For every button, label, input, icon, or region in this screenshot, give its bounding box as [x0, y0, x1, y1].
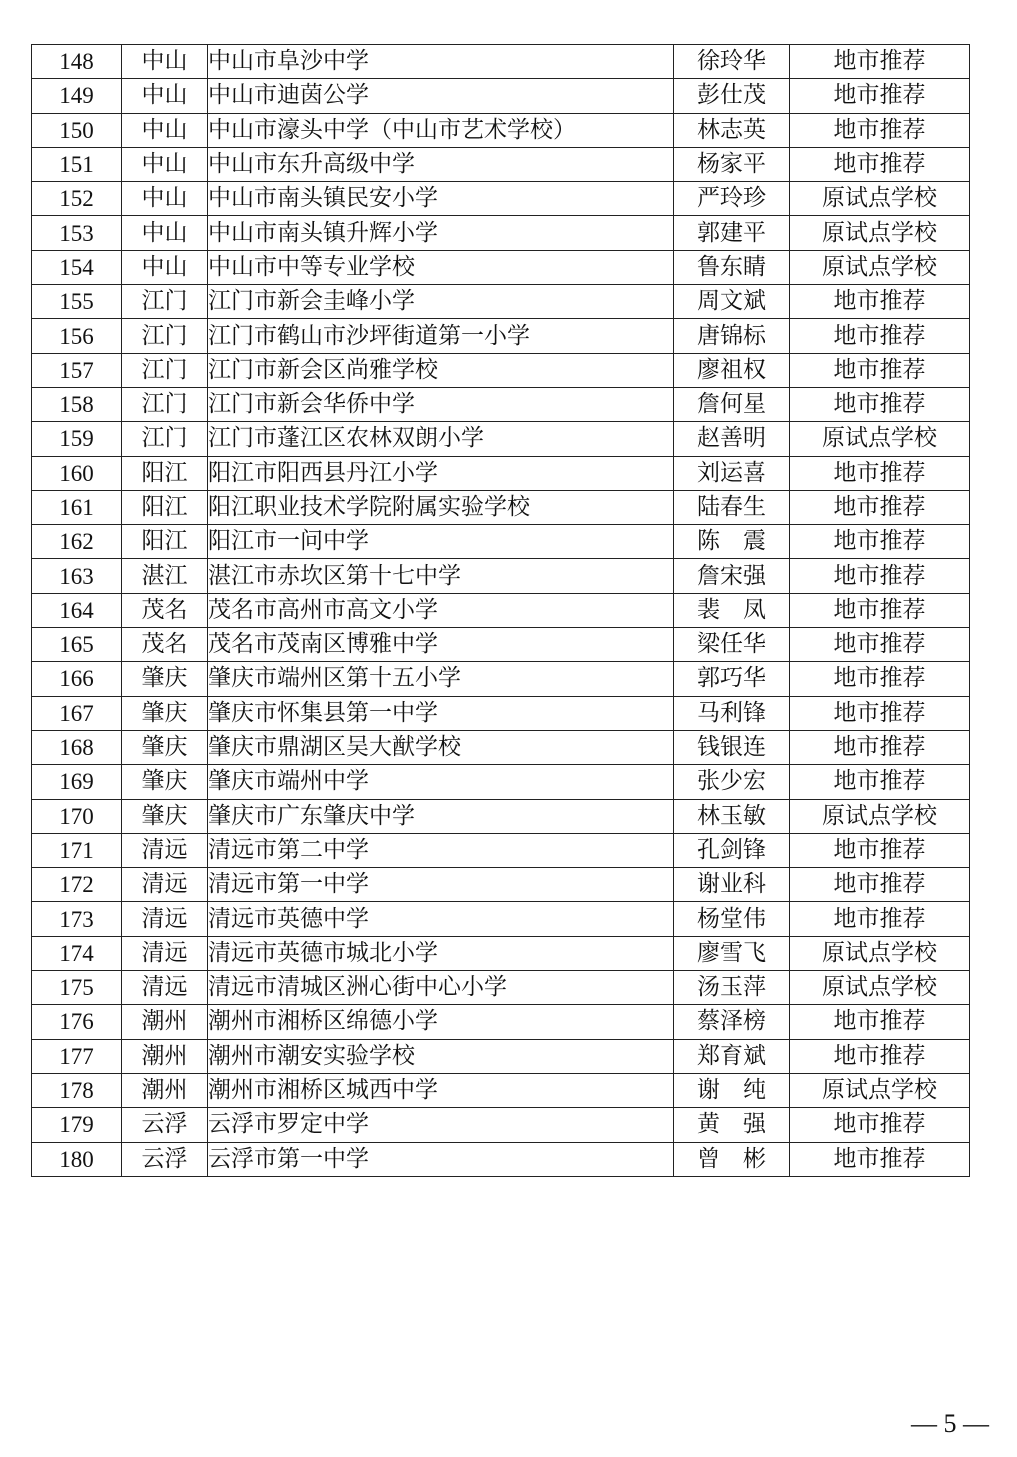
school-name-cell: 江门市新会区尚雅学校 [208, 353, 674, 387]
school-name-cell: 阳江职业技术学院附属实验学校 [208, 490, 674, 524]
person-name-cell: 彭仕茂 [674, 79, 790, 113]
table-row [32, 353, 970, 387]
category-cell: 原试点学校 [790, 216, 970, 250]
person-name-cell: 唐锦标 [674, 319, 790, 353]
city-cell: 肇庆 [122, 730, 208, 764]
city-cell: 中山 [122, 45, 208, 79]
school-name-cell: 茂名市高州市高文小学 [208, 593, 674, 627]
table-row [32, 730, 970, 764]
city-cell: 中山 [122, 113, 208, 147]
row-number-cell: 157 [32, 353, 122, 387]
category-cell: 地市推荐 [790, 285, 970, 319]
school-name-cell: 云浮市罗定中学 [208, 1108, 674, 1142]
person-name-cell: 马利锋 [674, 696, 790, 730]
category-cell: 地市推荐 [790, 833, 970, 867]
table-row [32, 45, 970, 79]
person-name-cell: 刘运喜 [674, 456, 790, 490]
row-number-cell: 178 [32, 1073, 122, 1107]
person-name-cell: 钱银连 [674, 730, 790, 764]
row-number-cell: 153 [32, 216, 122, 250]
table-row [32, 285, 970, 319]
city-cell: 肇庆 [122, 765, 208, 799]
school-name-cell: 清远市清城区洲心街中心小学 [208, 971, 674, 1005]
person-name-cell: 詹何星 [674, 387, 790, 421]
person-name-cell: 孔剑锋 [674, 833, 790, 867]
person-name-cell: 廖雪飞 [674, 936, 790, 970]
person-name-cell: 郭建平 [674, 216, 790, 250]
school-name-cell: 阳江市一问中学 [208, 525, 674, 559]
table-row [32, 559, 970, 593]
table-row [32, 868, 970, 902]
table-row [32, 456, 970, 490]
row-number-cell: 180 [32, 1142, 122, 1176]
city-cell: 清远 [122, 833, 208, 867]
table-row [32, 902, 970, 936]
school-name-cell: 中山市中等专业学校 [208, 250, 674, 284]
category-cell: 地市推荐 [790, 1108, 970, 1142]
category-cell: 原试点学校 [790, 422, 970, 456]
school-name-cell: 潮州市湘桥区绵德小学 [208, 1005, 674, 1039]
row-number-cell: 175 [32, 971, 122, 1005]
table-row [32, 1142, 970, 1176]
table-row [32, 662, 970, 696]
row-number-cell: 177 [32, 1039, 122, 1073]
city-cell: 肇庆 [122, 696, 208, 730]
table-row [32, 799, 970, 833]
row-number-cell: 151 [32, 147, 122, 181]
table-row [32, 147, 970, 181]
table-row [32, 833, 970, 867]
person-name-cell: 谢业科 [674, 868, 790, 902]
school-name-cell: 江门市鹤山市沙坪街道第一小学 [208, 319, 674, 353]
row-number-cell: 159 [32, 422, 122, 456]
school-name-cell: 中山市东升高级中学 [208, 147, 674, 181]
row-number-cell: 155 [32, 285, 122, 319]
table-row [32, 971, 970, 1005]
person-name-cell: 汤玉萍 [674, 971, 790, 1005]
person-name-cell: 林志英 [674, 113, 790, 147]
table-row [32, 250, 970, 284]
school-list-table [31, 44, 970, 1177]
person-name-cell: 鲁东睛 [674, 250, 790, 284]
table-row [32, 593, 970, 627]
person-name-cell: 廖祖权 [674, 353, 790, 387]
school-name-cell: 潮州市潮安实验学校 [208, 1039, 674, 1073]
table-row [32, 422, 970, 456]
row-number-cell: 166 [32, 662, 122, 696]
city-cell: 清远 [122, 902, 208, 936]
person-name-cell: 陈 震 [674, 525, 790, 559]
school-name-cell: 中山市南头镇民安小学 [208, 182, 674, 216]
city-cell: 肇庆 [122, 799, 208, 833]
category-cell: 地市推荐 [790, 902, 970, 936]
person-name-cell: 徐玲华 [674, 45, 790, 79]
row-number-cell: 173 [32, 902, 122, 936]
school-name-cell: 清远市英德中学 [208, 902, 674, 936]
row-number-cell: 160 [32, 456, 122, 490]
school-name-cell: 潮州市湘桥区城西中学 [208, 1073, 674, 1107]
row-number-cell: 152 [32, 182, 122, 216]
table-row [32, 387, 970, 421]
category-cell: 地市推荐 [790, 559, 970, 593]
row-number-cell: 148 [32, 45, 122, 79]
school-name-cell: 茂名市茂南区博雅中学 [208, 628, 674, 662]
row-number-cell: 163 [32, 559, 122, 593]
city-cell: 江门 [122, 422, 208, 456]
table-body [32, 45, 970, 1177]
city-cell: 清远 [122, 868, 208, 902]
category-cell: 地市推荐 [790, 147, 970, 181]
category-cell: 地市推荐 [790, 628, 970, 662]
school-name-cell: 江门市新会圭峰小学 [208, 285, 674, 319]
category-cell: 地市推荐 [790, 45, 970, 79]
category-cell: 地市推荐 [790, 593, 970, 627]
row-number-cell: 158 [32, 387, 122, 421]
category-cell: 地市推荐 [790, 1142, 970, 1176]
school-name-cell: 中山市迪茵公学 [208, 79, 674, 113]
person-name-cell: 严玲珍 [674, 182, 790, 216]
category-cell: 原试点学校 [790, 799, 970, 833]
row-number-cell: 162 [32, 525, 122, 559]
city-cell: 阳江 [122, 525, 208, 559]
category-cell: 地市推荐 [790, 456, 970, 490]
person-name-cell: 赵善明 [674, 422, 790, 456]
city-cell: 中山 [122, 182, 208, 216]
category-cell: 地市推荐 [790, 319, 970, 353]
school-name-cell: 清远市英德市城北小学 [208, 936, 674, 970]
table-row [32, 936, 970, 970]
person-name-cell: 郭巧华 [674, 662, 790, 696]
table-row [32, 1073, 970, 1107]
school-name-cell: 江门市新会华侨中学 [208, 387, 674, 421]
city-cell: 潮州 [122, 1039, 208, 1073]
city-cell: 中山 [122, 250, 208, 284]
person-name-cell: 张少宏 [674, 765, 790, 799]
school-name-cell: 肇庆市鼎湖区吴大猷学校 [208, 730, 674, 764]
school-name-cell: 云浮市第一中学 [208, 1142, 674, 1176]
category-cell: 原试点学校 [790, 1073, 970, 1107]
category-cell: 地市推荐 [790, 730, 970, 764]
city-cell: 江门 [122, 319, 208, 353]
row-number-cell: 170 [32, 799, 122, 833]
school-name-cell: 肇庆市怀集县第一中学 [208, 696, 674, 730]
page-number: — 5 — [911, 1409, 989, 1438]
table-row [32, 1039, 970, 1073]
city-cell: 江门 [122, 353, 208, 387]
row-number-cell: 167 [32, 696, 122, 730]
table-row [32, 216, 970, 250]
city-cell: 潮州 [122, 1073, 208, 1107]
category-cell: 地市推荐 [790, 490, 970, 524]
school-name-cell: 肇庆市广东肇庆中学 [208, 799, 674, 833]
table-row [32, 319, 970, 353]
person-name-cell: 詹宋强 [674, 559, 790, 593]
row-number-cell: 161 [32, 490, 122, 524]
row-number-cell: 174 [32, 936, 122, 970]
category-cell: 地市推荐 [790, 79, 970, 113]
table-row [32, 765, 970, 799]
person-name-cell: 陆春生 [674, 490, 790, 524]
school-name-cell: 中山市濠头中学（中山市艺术学校） [208, 113, 674, 147]
category-cell: 地市推荐 [790, 1039, 970, 1073]
city-cell: 清远 [122, 971, 208, 1005]
school-name-cell: 中山市阜沙中学 [208, 45, 674, 79]
category-cell: 原试点学校 [790, 250, 970, 284]
row-number-cell: 179 [32, 1108, 122, 1142]
person-name-cell: 谢 纯 [674, 1073, 790, 1107]
city-cell: 中山 [122, 79, 208, 113]
row-number-cell: 164 [32, 593, 122, 627]
category-cell: 原试点学校 [790, 971, 970, 1005]
city-cell: 阳江 [122, 490, 208, 524]
table-row [32, 113, 970, 147]
person-name-cell: 林玉敏 [674, 799, 790, 833]
row-number-cell: 154 [32, 250, 122, 284]
person-name-cell: 裴 凤 [674, 593, 790, 627]
table-row [32, 1108, 970, 1142]
city-cell: 茂名 [122, 628, 208, 662]
city-cell: 中山 [122, 147, 208, 181]
city-cell: 中山 [122, 216, 208, 250]
category-cell: 原试点学校 [790, 936, 970, 970]
city-cell: 湛江 [122, 559, 208, 593]
category-cell: 地市推荐 [790, 868, 970, 902]
city-cell: 江门 [122, 285, 208, 319]
category-cell: 地市推荐 [790, 525, 970, 559]
category-cell: 地市推荐 [790, 765, 970, 799]
person-name-cell: 郑育斌 [674, 1039, 790, 1073]
school-name-cell: 湛江市赤坎区第十七中学 [208, 559, 674, 593]
person-name-cell: 蔡泽榜 [674, 1005, 790, 1039]
school-name-cell: 江门市蓬江区农林双朗小学 [208, 422, 674, 456]
city-cell: 云浮 [122, 1108, 208, 1142]
school-name-cell: 阳江市阳西县丹江小学 [208, 456, 674, 490]
school-name-cell: 中山市南头镇升辉小学 [208, 216, 674, 250]
row-number-cell: 156 [32, 319, 122, 353]
row-number-cell: 169 [32, 765, 122, 799]
person-name-cell: 杨堂伟 [674, 902, 790, 936]
category-cell: 地市推荐 [790, 353, 970, 387]
table-row [32, 525, 970, 559]
city-cell: 江门 [122, 387, 208, 421]
city-cell: 清远 [122, 936, 208, 970]
school-name-cell: 肇庆市端州区第十五小学 [208, 662, 674, 696]
city-cell: 阳江 [122, 456, 208, 490]
category-cell: 地市推荐 [790, 113, 970, 147]
person-name-cell: 梁任华 [674, 628, 790, 662]
row-number-cell: 176 [32, 1005, 122, 1039]
category-cell: 地市推荐 [790, 662, 970, 696]
row-number-cell: 165 [32, 628, 122, 662]
category-cell: 地市推荐 [790, 1005, 970, 1039]
school-name-cell: 肇庆市端州中学 [208, 765, 674, 799]
row-number-cell: 149 [32, 79, 122, 113]
school-name-cell: 清远市第二中学 [208, 833, 674, 867]
city-cell: 茂名 [122, 593, 208, 627]
table-row [32, 628, 970, 662]
category-cell: 地市推荐 [790, 387, 970, 421]
table-row [32, 490, 970, 524]
table-row [32, 79, 970, 113]
table-row [32, 696, 970, 730]
row-number-cell: 150 [32, 113, 122, 147]
category-cell: 地市推荐 [790, 696, 970, 730]
person-name-cell: 曾 彬 [674, 1142, 790, 1176]
table-row [32, 1005, 970, 1039]
city-cell: 云浮 [122, 1142, 208, 1176]
row-number-cell: 168 [32, 730, 122, 764]
category-cell: 原试点学校 [790, 182, 970, 216]
city-cell: 肇庆 [122, 662, 208, 696]
row-number-cell: 172 [32, 868, 122, 902]
person-name-cell: 黄 强 [674, 1108, 790, 1142]
person-name-cell: 杨家平 [674, 147, 790, 181]
school-name-cell: 清远市第一中学 [208, 868, 674, 902]
table-row [32, 182, 970, 216]
city-cell: 潮州 [122, 1005, 208, 1039]
row-number-cell: 171 [32, 833, 122, 867]
person-name-cell: 周文斌 [674, 285, 790, 319]
